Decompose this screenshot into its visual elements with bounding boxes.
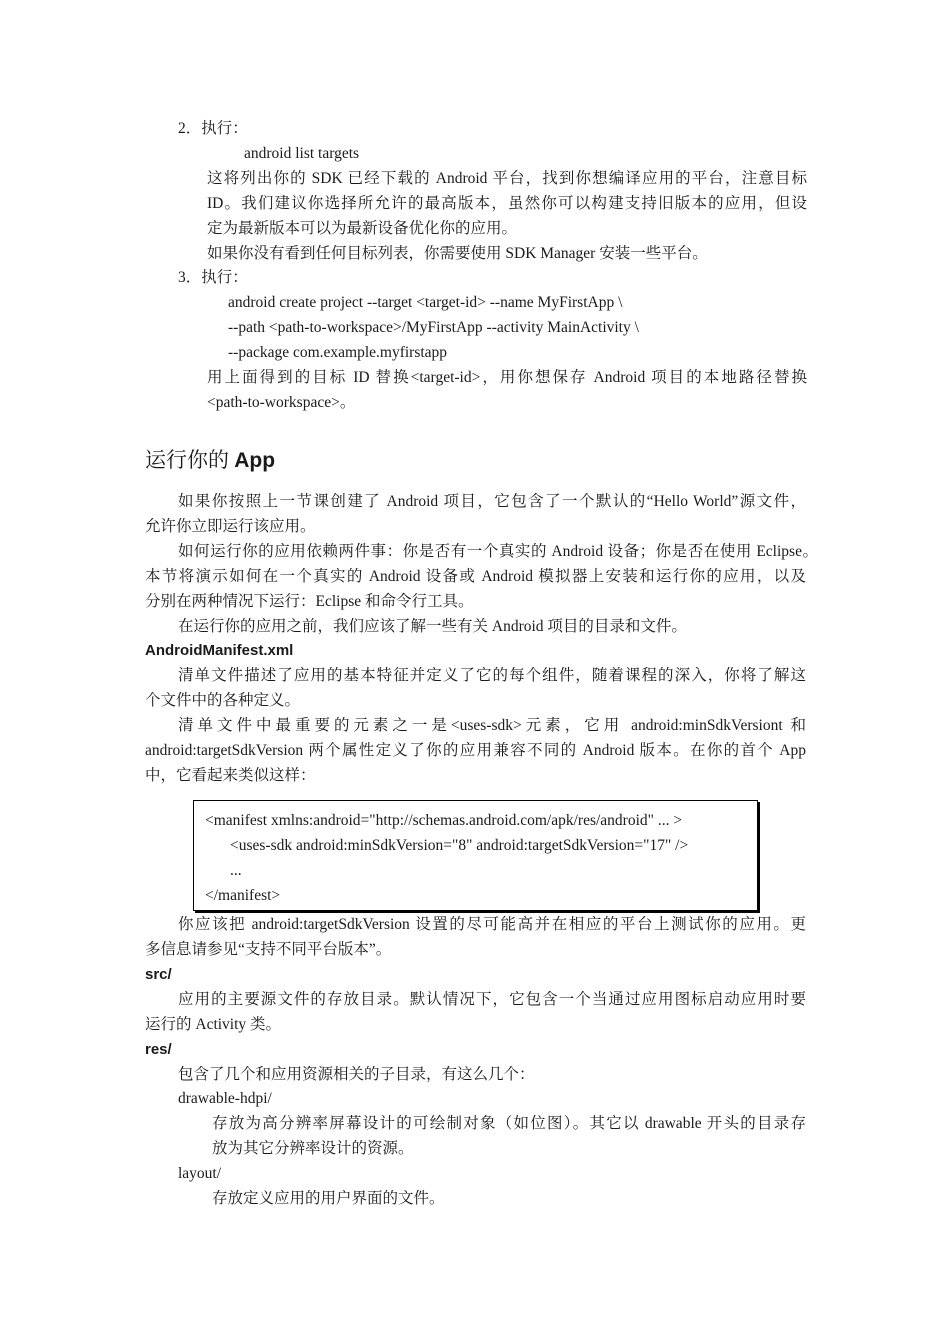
res-layout-heading: layout/ [178, 1165, 222, 1182]
step2-command: android list targets [244, 145, 360, 162]
intro-line4: 本节将演示如何在一个真实的 Android 设备或 Android 模拟器上安装和运行你的应用，以及 [145, 568, 806, 585]
step3-para-line1: 用上面得到的目标 ID 替换<target-id>，用你想保存 Android 项目的本地路径替换 [207, 369, 807, 386]
manifest-line3: 清单文件中最重要的元素之一是<uses-sdk>元素，它用 android:minSdkVersiont 和 [178, 717, 806, 734]
step3-para-line2: <path-to-workspace>。 [207, 394, 356, 411]
intro-line6: 在运行你的应用之前，我们应该了解一些有关 Android 项目的目录和文件。 [178, 618, 687, 635]
manifest-heading: AndroidManifest.xml [145, 642, 294, 659]
step3-label: 3．执行： [178, 269, 248, 286]
section-title-prefix: 运行你的 [145, 448, 235, 472]
step2-label: 2．执行： [178, 120, 248, 137]
res-layout-line: 存放定义应用的用户界面的文件。 [212, 1190, 445, 1207]
intro-line5: 分别在两种情况下运行：Eclipse 和命令行工具。 [145, 593, 474, 610]
res-drawable-line1: 存放为高分辨率屏幕设计的可绘制对象（如位图）。其它以 drawable 开头的目录存 [212, 1115, 806, 1132]
step2-para1-line1: 这将列出你的 SDK 已经下载的 Android 平台，找到你想编译应用的平台，注意目标 [207, 170, 807, 187]
res-drawable-line2: 放为其它分辨率设计的资源。 [212, 1140, 414, 1157]
manifest-line1: 清单文件描述了应用的基本特征并定义了它的每个组件，随着课程的深入，你将了解这 [178, 667, 806, 684]
step2-para1-line2: ID。我们建议你选择所允许的最高版本，虽然你可以构建支持旧版本的应用，但设 [207, 195, 807, 212]
manifest-line4: android:targetSdkVersion 两个属性定义了你的应用兼容不同的 Android 版本。在你的首个 App [145, 742, 806, 759]
code-line2: <uses-sdk android:minSdkVersion="8" android:targetSdkVersion="17" /> [230, 837, 689, 854]
code-line1: <manifest xmlns:android="http://schemas.android.com/apk/res/android" ... > [205, 812, 683, 829]
code-line4: </manifest> [205, 887, 281, 904]
intro-line2: 允许你立即运行该应用。 [145, 518, 316, 535]
res-heading: res/ [145, 1041, 172, 1058]
res-drawable-heading: drawable-hdpi/ [178, 1090, 272, 1107]
code-line3: ... [230, 862, 242, 879]
manifest-after-line2: 多信息请参见“支持不同平台版本”。 [145, 941, 392, 958]
intro-line3: 如何运行你的应用依赖两件事：你是否有一个真实的 Android 设备；你是否在使用 Eclipse。 [178, 543, 818, 560]
section-title-bold: App [234, 449, 276, 472]
res-intro: 包含了几个和应用资源相关的子目录，有这么几个： [178, 1066, 535, 1083]
manifest-after-line1: 你应该把 android:targetSdkVersion 设置的尽可能高并在相应的平台上测试你的应用。更 [178, 916, 806, 933]
src-heading: src/ [145, 966, 172, 983]
section-title [145, 446, 275, 474]
step2-para2: 如果你没有看到任何目标列表，你需要使用 SDK Manager 安装一些平台。 [207, 245, 708, 262]
step2-para1-line3: 定为最新版本可以为最新设备优化你的应用。 [207, 220, 518, 237]
manifest-line5: 中，它看起来类似这样： [145, 767, 316, 784]
step3-command-line2: --path <path-to-workspace>/MyFirstApp --activity MainActivity \ [228, 319, 639, 336]
code-sample-box [193, 800, 758, 911]
step3-command-line3: --package com.example.myfirstapp [228, 344, 448, 361]
manifest-line2: 个文件中的各种定义。 [145, 692, 301, 709]
src-line1: 应用的主要源文件的存放目录。默认情况下，它包含一个当通过应用图标启动应用时要 [178, 991, 806, 1008]
src-line2: 运行的 Activity 类。 [145, 1016, 282, 1033]
intro-line1: 如果你按照上一节课创建了 Android 项目，它包含了一个默认的“Hello World”源文件， [178, 493, 806, 510]
step3-command-line1: android create project --target <target-id> --name MyFirstApp \ [228, 294, 623, 311]
